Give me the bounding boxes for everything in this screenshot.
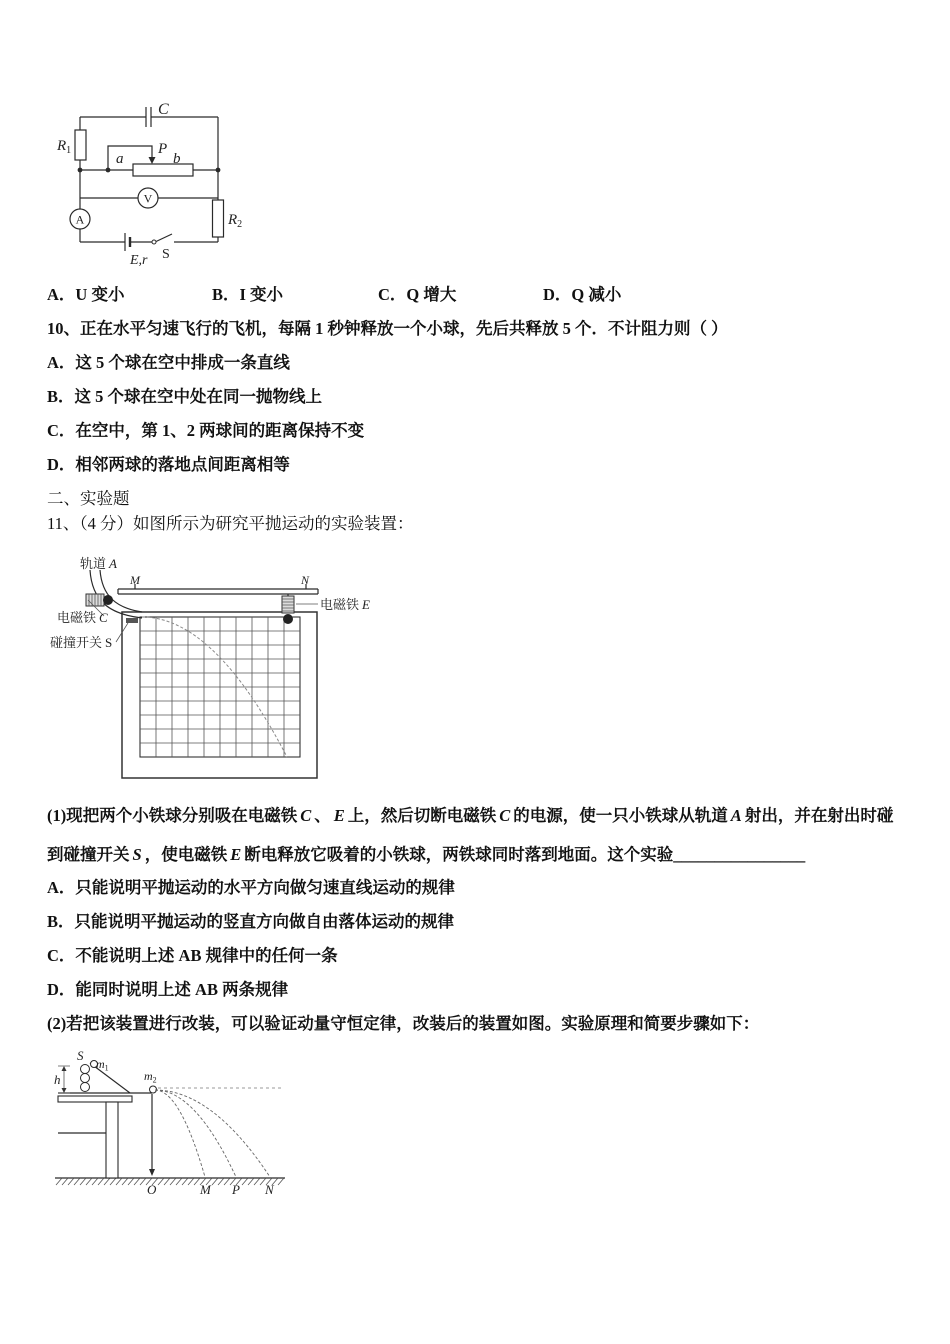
text-segment: 上，然后切断电磁铁 bbox=[347, 806, 497, 825]
q10-option-a: A．这 5 个球在空中排成一条直线 bbox=[47, 353, 290, 372]
stand-ring bbox=[81, 1065, 90, 1074]
r2-label bbox=[227, 212, 242, 230]
projectile-apparatus-figure bbox=[45, 550, 380, 785]
collision-switch-label-letter: S bbox=[105, 635, 113, 650]
rheostat-end-b-label: b bbox=[173, 151, 181, 167]
top-rail bbox=[118, 589, 318, 594]
ball-c bbox=[103, 595, 113, 605]
rheostat-end-a-label: a bbox=[116, 151, 124, 167]
label-h: h bbox=[54, 1072, 61, 1087]
rail-m-label: M bbox=[130, 573, 140, 587]
battery-label: E,r bbox=[130, 253, 148, 268]
italic-letter: S bbox=[132, 845, 142, 864]
resistor-r2 bbox=[213, 200, 224, 237]
rail-end-ticks bbox=[135, 584, 306, 589]
circuit-wires bbox=[70, 107, 224, 251]
track-label bbox=[80, 556, 117, 571]
q10-option-d: D．相邻两球的落地点间距离相等 bbox=[47, 455, 290, 474]
plumb-arrowhead bbox=[149, 1169, 155, 1176]
label-s: S bbox=[77, 1048, 84, 1063]
q11-part1-line1 bbox=[47, 805, 893, 827]
q11-part2-stem: (2)若把该装置进行改装，可以验证动量守恒定律，改装后的装置如图。实验原理和简要步骤如下： bbox=[47, 1014, 760, 1033]
q11-part1-line2 bbox=[47, 844, 805, 866]
q9-option-b: B．I 变小 bbox=[212, 285, 284, 304]
trajectory-to-p bbox=[155, 1090, 236, 1177]
label-m2-main: m bbox=[144, 1069, 153, 1083]
track-label-letter: A bbox=[109, 556, 117, 571]
r1-label-sub: 1 bbox=[66, 145, 72, 156]
label-m1 bbox=[96, 1057, 109, 1073]
ball-m2 bbox=[150, 1086, 157, 1093]
switch-lever bbox=[155, 234, 172, 242]
italic-letter: E bbox=[230, 845, 242, 864]
q10-option-c: C．在空中，第 1、2 两球间的距离保持不变 bbox=[47, 421, 365, 440]
text-segment: (1)现把两个小铁球分别吸在电磁铁 bbox=[47, 806, 298, 825]
q10-option-b: B．这 5 个球在空中处在同一抛物线上 bbox=[47, 387, 323, 406]
r2-label-sub: 2 bbox=[237, 219, 243, 230]
board-frame bbox=[122, 612, 317, 778]
q9-option-c: C．Q 增大 bbox=[378, 285, 457, 304]
electromagnet-e-coil bbox=[282, 596, 294, 613]
collision-switch-label-text: 碰撞开关 bbox=[50, 635, 103, 650]
electromagnet-c-label bbox=[57, 610, 108, 625]
switch-label: S bbox=[162, 247, 170, 262]
text-segment: ，使电磁铁 bbox=[144, 845, 228, 864]
junction-dot bbox=[216, 168, 221, 173]
capacitor-label: C bbox=[158, 101, 169, 118]
height-arrow-top bbox=[62, 1066, 67, 1071]
text-segment: 的电源，使一只小铁球从轨道 bbox=[513, 806, 728, 825]
q9-option-d: D．Q 减小 bbox=[543, 285, 622, 304]
collision-switch bbox=[126, 618, 138, 623]
ammeter-label: A bbox=[75, 212, 85, 227]
text-segment: 断电释放它吸着的小铁球，两铁球同时落到地面。这个实验 bbox=[244, 845, 674, 864]
q9-option-a: A．U 变小 bbox=[47, 285, 125, 304]
momentum-apparatus-figure bbox=[45, 1045, 290, 1205]
electromagnet-c-label-letter: C bbox=[99, 610, 108, 625]
q10-stem: 10、正在水平匀速飞行的飞机，每隔 1 秒钟释放一个小球，先后共释放 5 个．不计阻力则（ ） bbox=[47, 319, 728, 338]
q11-part1-option-c: C．不能说明上述 AB 规律中的任何一条 bbox=[47, 946, 338, 965]
ground-hatching bbox=[56, 1178, 284, 1185]
q11-part1-option-b: B．只能说明平抛运动的竖直方向做自由落体运动的规律 bbox=[47, 912, 455, 931]
r1-label bbox=[56, 138, 71, 156]
table-leg bbox=[106, 1102, 118, 1178]
ball-e bbox=[283, 614, 293, 624]
rheostat bbox=[133, 164, 193, 176]
italic-letter: C bbox=[499, 806, 511, 825]
label-p: P bbox=[232, 1182, 240, 1197]
resistor-r1 bbox=[75, 130, 86, 160]
slider-arrowhead bbox=[149, 157, 156, 164]
answer-blank[interactable]: ________________ bbox=[673, 845, 806, 864]
q11-part1-option-a: A．只能说明平抛运动的水平方向做匀速直线运动的规律 bbox=[47, 878, 455, 897]
electromagnet-e-label-letter: E bbox=[362, 597, 370, 612]
slider-wire bbox=[108, 146, 152, 170]
italic-letter: A bbox=[730, 806, 742, 825]
text-segment: 、 bbox=[314, 806, 331, 825]
q11-part1-option-d: D．能同时说明上述 AB 两条规律 bbox=[47, 980, 289, 999]
track-label-text: 轨道 bbox=[80, 556, 107, 571]
height-arrow-bottom bbox=[62, 1088, 67, 1093]
slider-p-label: P bbox=[158, 141, 168, 157]
italic-letter: E bbox=[333, 806, 345, 825]
stand-ring bbox=[81, 1083, 90, 1092]
r2-label-main: R bbox=[228, 212, 238, 228]
label-m1-sub: 1 bbox=[104, 1063, 109, 1073]
electromagnet-e-label bbox=[320, 597, 370, 612]
label-o: O bbox=[147, 1182, 157, 1197]
junction-dot bbox=[106, 168, 111, 173]
text-segment: 到碰撞开关 bbox=[47, 845, 130, 864]
label-m2 bbox=[144, 1069, 157, 1085]
text-segment: 射出，并在射出时碰 bbox=[744, 806, 894, 825]
label-n: N bbox=[265, 1182, 274, 1197]
section-title: 二、实验题 bbox=[47, 489, 130, 508]
table-top bbox=[58, 1096, 132, 1102]
label-m: M bbox=[200, 1182, 211, 1197]
electromagnet-e-label-text: 电磁铁 bbox=[320, 597, 360, 612]
stand-ring bbox=[81, 1074, 90, 1083]
italic-letter: C bbox=[300, 806, 312, 825]
switch-pivot bbox=[152, 240, 156, 244]
label-m2-sub: 2 bbox=[152, 1075, 157, 1085]
electromagnet-c-label-text: 电磁铁 bbox=[57, 610, 97, 625]
q11-stem: 11、（4 分）如图所示为研究平抛运动的实验装置： bbox=[47, 514, 414, 533]
label-m1-main: m bbox=[96, 1057, 105, 1071]
collision-switch-label bbox=[50, 635, 112, 650]
circuit-diagram bbox=[50, 95, 260, 275]
rail-n-label: N bbox=[301, 573, 310, 587]
r1-label-main: R bbox=[57, 138, 67, 154]
voltmeter-label: V bbox=[143, 191, 153, 206]
trajectory-to-m bbox=[155, 1090, 205, 1177]
junction-dot bbox=[78, 168, 83, 173]
